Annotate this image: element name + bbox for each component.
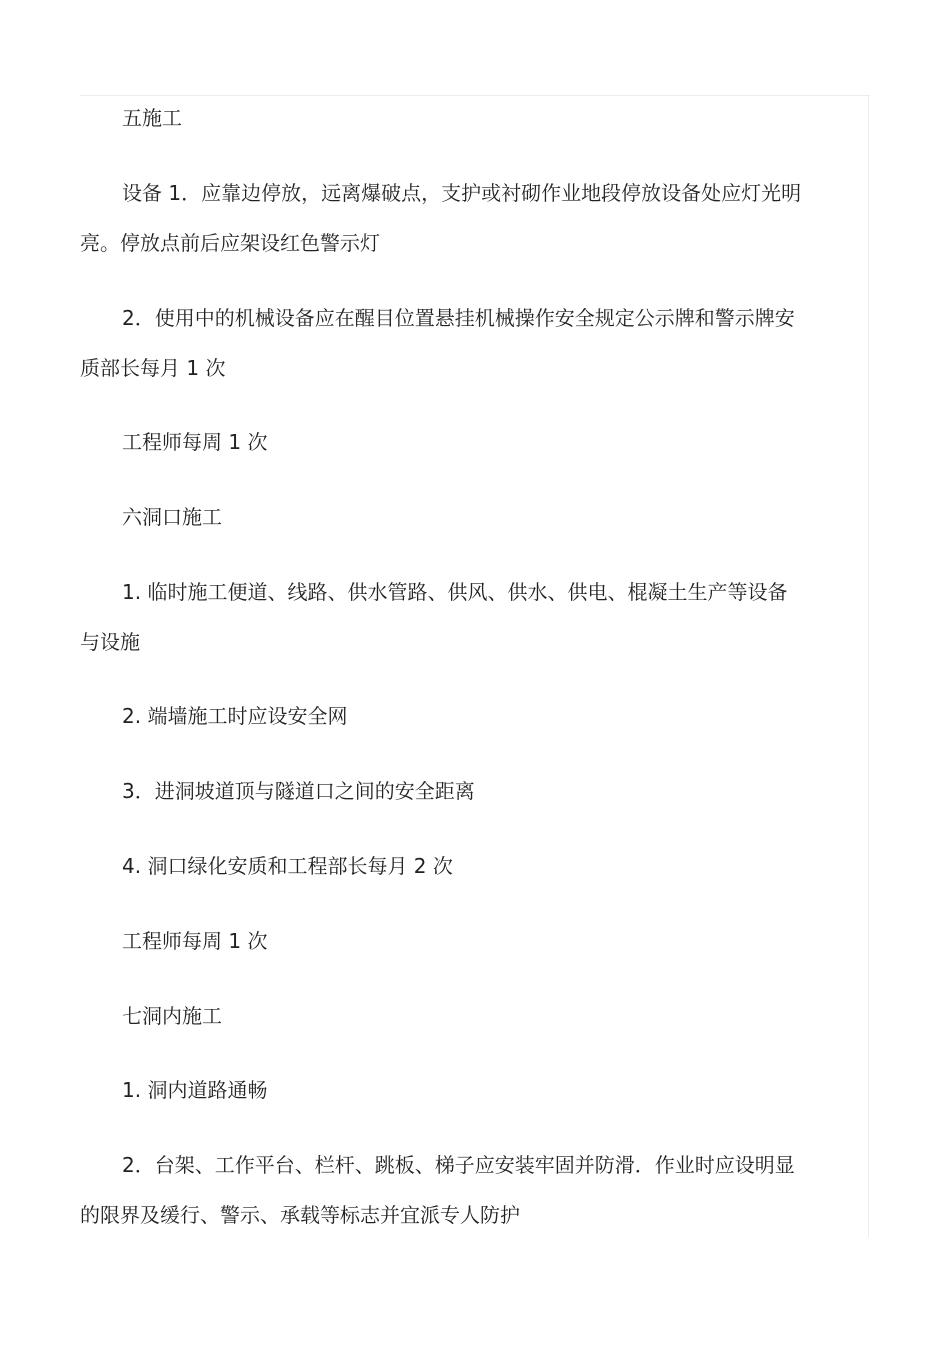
paragraph-tunnel-2 [80, 1140, 840, 1240]
text-line: 质部长每月 1 次 [80, 356, 226, 380]
section-heading-6 [80, 492, 840, 542]
section-heading-7 [80, 991, 840, 1041]
text-line: 亮。停放点前后应架设红色警示灯 [80, 231, 380, 255]
text-line: 设备 1．应靠边停放，远离爆破点，支护或衬砌作业地段停放设备处应灯光明 [122, 181, 802, 205]
text-line: 工程师每周 1 次 [122, 929, 268, 953]
section-heading-5 [80, 93, 840, 143]
paragraph-portal-4 [80, 841, 840, 891]
text-line: 3．进洞坡道顶与隧道口之间的安全距离 [122, 779, 475, 803]
text-line: 七洞内施工 [122, 1004, 222, 1028]
paragraph-equipment-1 [80, 168, 840, 268]
text-line: 的限界及缓行、警示、承载等标志并宜派专人防护 [80, 1203, 520, 1227]
text-line: 工程师每周 1 次 [122, 430, 268, 454]
page-border-right [868, 95, 869, 1237]
paragraph-engineer-weekly-2 [80, 916, 840, 966]
text-line: 六洞口施工 [122, 505, 222, 529]
paragraph-engineer-weekly [80, 417, 840, 467]
text-line: 4. 洞口绿化安质和工程部长每月 2 次 [122, 854, 453, 878]
paragraph-tunnel-1 [80, 1065, 840, 1115]
text-line: 2．台架、工作平台、栏杆、跳板、梯子应安装牢固并防滑．作业时应设明显 [122, 1153, 795, 1177]
paragraph-portal-3 [80, 766, 840, 816]
text-line: 2. 端墙施工时应设安全网 [122, 704, 348, 728]
paragraph-portal-2 [80, 691, 840, 741]
text-line: 2．使用中的机械设备应在醒目位置悬挂机械操作安全规定公示牌和警示牌安 [122, 306, 795, 330]
text-line: 1. 洞内道路通畅 [122, 1078, 268, 1102]
text-line: 与设施 [80, 630, 140, 654]
text-line: 1. 临时施工便道、线路、供水管路、供风、供水、供电、棍凝土生产等设备 [122, 580, 788, 604]
paragraph-portal-1 [80, 567, 840, 667]
paragraph-equipment-2 [80, 293, 840, 393]
text-line: 五施工 [122, 106, 182, 130]
